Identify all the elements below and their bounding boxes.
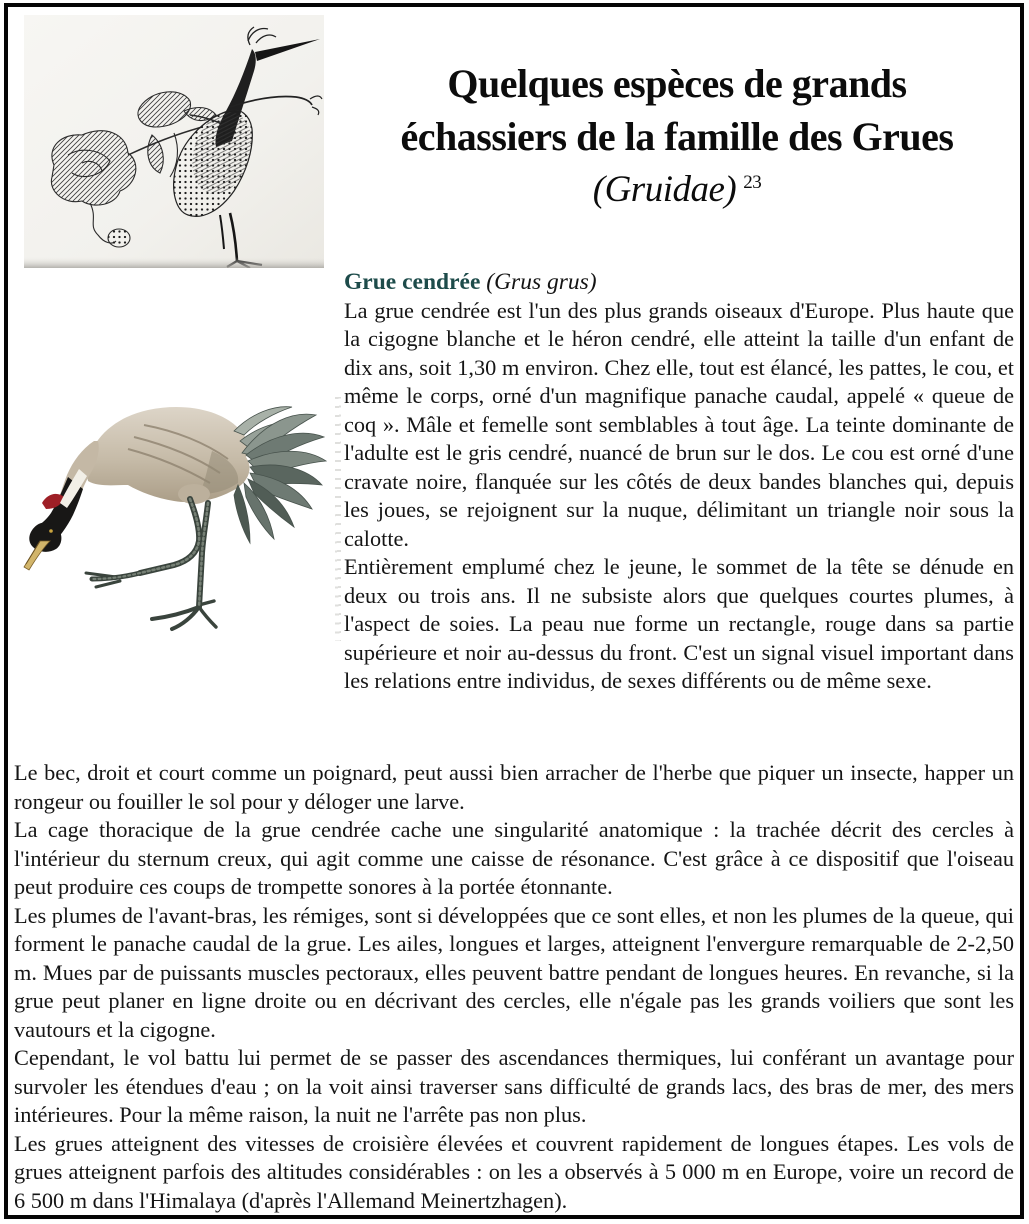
page-bleed-marks [335, 397, 341, 641]
paragraph-full-2: La cage thoracique de la grue cendrée cache une singularité anatomique : la trachée décrit des cercles à l'intérieur du sternum creux, qui agit comme une caisse de résonance. C'est grâce à ce dispositif que l'oiseau peut produire ces coups de trompette sonores à la portée étonnante. [14, 817, 1014, 899]
title-latin-name: (Gruidae) [592, 169, 737, 210]
common-crane-illustration-image [16, 391, 338, 651]
paragraph-full-5: Les grues atteignent des vitesses de croisière élevées et couvrent rapidement de longues étapes. Les vols de grues atteignent parfois des altitudes considérables : on les a observés à 5 000 m en Europe, voire un record de 6 500 m dans l'Himalaya (d'après l'Allemand Meinertzhagen). [14, 1130, 1014, 1213]
title-line-2: échassiers de la famille des Grues [400, 114, 954, 159]
ink-sketch-figure [24, 15, 324, 268]
crane-ink-sketch-image [24, 15, 324, 268]
page-content [8, 7, 1020, 1215]
paragraph-full-3: Les plumes de l'avant-bras, les rémiges, sont si développées que ce sont elles, et non les plumes de la queue, qui forment le panache caudal de la grue. Les ailes, longues et larges, atteignent l'envergure remarquable de 2-2,50 m. Mues par de puissants muscles pectoraux, elles peuvent battre pendant de longues heures. En revanche, si la grue peut planer en ligne droite ou en décrivant des cercles, elle n'égale pas les grands voiliers que sont les vautours et la cigogne. [14, 902, 1014, 1042]
paragraph-full-1: Le bec, droit et court comme un poignard, peut aussi bien arracher de l'herbe que piquer un insecte, happer un rongeur ou fouiller le sol pour y déloger une larve. [14, 760, 1014, 814]
paragraph-wrapped-2: Entièrement emplumé chez le jeune, le sommet de la tête se dénude en deux ou trois ans. Il ne subsiste alors que quelques courtes plumes, à l'aspect de soies. La peau nue forme un rectangle, rouge dans sa partie supérieure et noir au-dessus du front. C'est un signal visuel important dans les relations entre individus, de sexes différents ou de même sexe. [344, 554, 1014, 693]
figure-column [14, 13, 344, 759]
species-latin-name: (Grus grus) [486, 269, 597, 295]
paragraph-full-4: Cependant, le vol battu lui permet de se passer des ascendances thermiques, lui conférant un avantage pour survoler les étendues d'eau ; on la voit ainsi traverser sans difficulté de grands lacs, des bras de mer, des mers intérieures. Pour la même raison, la nuit ne l'arrête pas non plus. [14, 1045, 1014, 1127]
title-line-1: Quelques espèces de grands [447, 61, 907, 106]
species-name: Grue cendrée [344, 269, 481, 295]
title-footnote-number: 23 [743, 172, 762, 193]
paragraph-wrapped-1: La grue cendrée est l'un des plus grands oiseaux d'Europe. Plus haute que la cigogne blanche et le héron cendré, elle atteint la taille d'un enfant de dix ans, soit 1,30 m environ. Chez elle, tout est élancé, les pattes, le cou, et même le corps, orné d'un magnifique panache caudal, appelé « queue de coq ». Mâle et femelle sont semblables à tout âge. La teinte dominante de l'adulte est le gris cendré, nuancé de brun sur le dos. Le cou est orné d'une cravate noire, flanquée sur les côtés de deux bandes blanches qui, depuis les joues, se rejoignent sur la nuque, délimitant un triangle noir sous la calotte. [344, 297, 1014, 551]
crane-illustration-figure [16, 391, 338, 651]
document-page [4, 3, 1024, 1219]
